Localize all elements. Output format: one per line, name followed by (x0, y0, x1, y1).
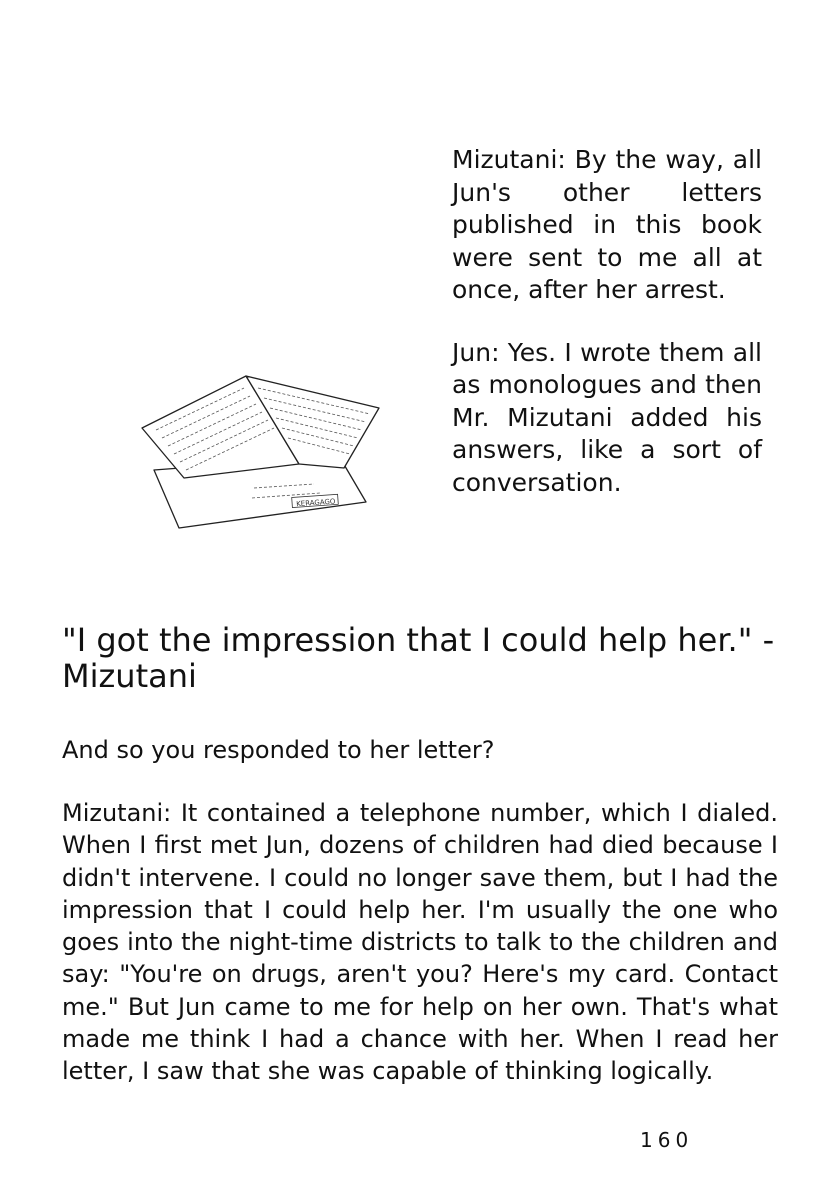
letters-illustration-icon (134, 368, 404, 538)
sidebar-paragraph-2: Jun: Yes. I wrote them all as monologues and then Mr. Mizutani added his answers, like a sort of conversation. (452, 337, 762, 497)
interview-answer: Mizutani: It contained a telephone number, which I dialed. When I first met Jun, dozens of children had died because I didn't intervene. I could no longer save them, but I had the impression that I could help her. I'm usually the one who goes into the night-time districts to talk to the children and say: "You're on drugs, aren't you? Here's my card. Contact me." But Jun came to me for help on her own. That's what made me think I had a chance with her. When I read her letter, I saw that she was capable of thinking logically. (62, 799, 778, 1086)
sidebar-text (452, 144, 762, 529)
page-number: 160 (640, 1128, 694, 1152)
envelope-stamp-text: KERAGAGO (295, 497, 336, 509)
section-heading: "I got the impression that I could help her." -Mizutani (62, 621, 775, 695)
interview-question: And so you responded to her letter? (62, 736, 495, 764)
sidebar-paragraph-1: Mizutani: By the way, all Jun's other letters published in this book were sent to me all at once, after her arrest. (452, 145, 762, 304)
